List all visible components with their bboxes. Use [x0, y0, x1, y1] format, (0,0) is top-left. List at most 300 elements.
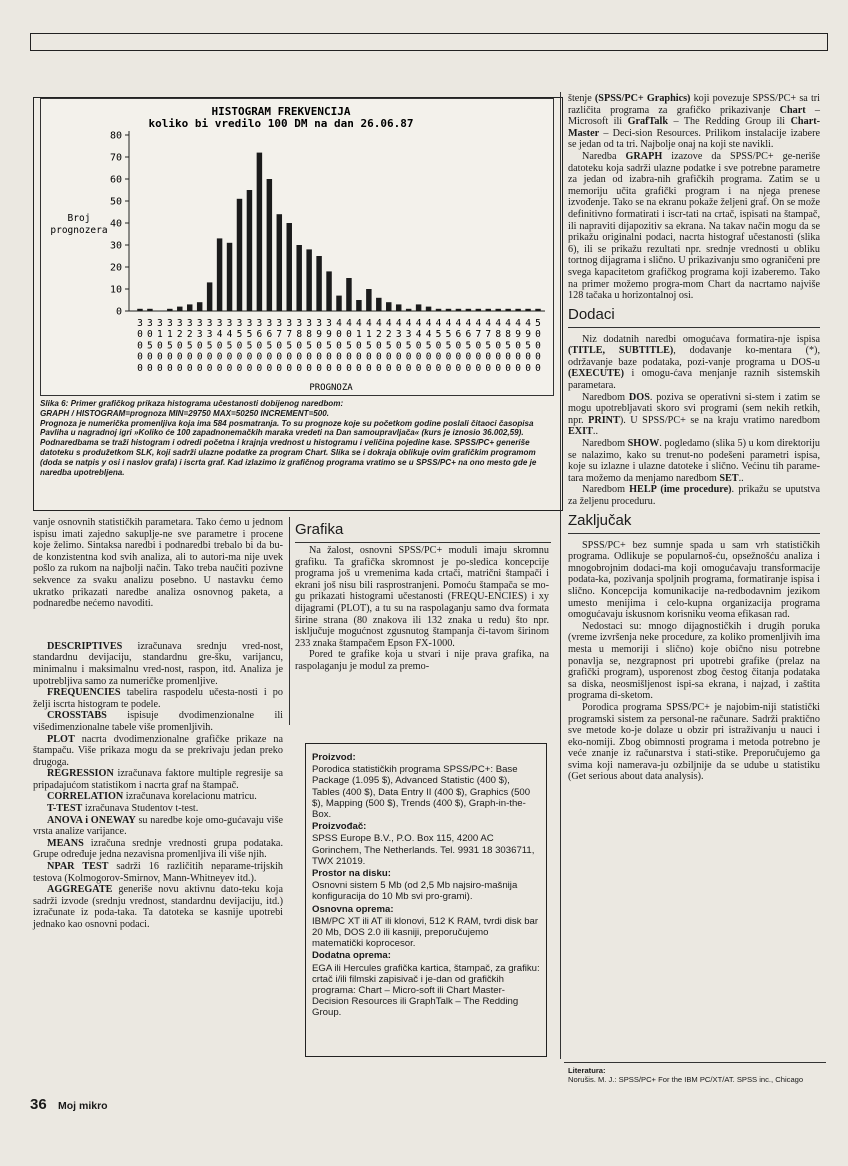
histogram-bar — [137, 309, 142, 311]
x-tick-digit: 0 — [296, 340, 303, 352]
x-tick-digit: 5 — [346, 340, 352, 352]
command-description: izračuna srednje vrednosti grupa podataka. Grupe određuje jedna nezavisna promenljiva ili više njih. — [33, 837, 283, 861]
y-tick-label: 50 — [109, 196, 122, 208]
x-tick-digit: 3 — [186, 318, 193, 329]
magazine-name: Moj mikro — [58, 1100, 108, 1112]
x-tick-digit: 0 — [515, 340, 521, 352]
info-text-extra-equipment: EGA ili Hercules grafička kartica, štampač, za grafiku: crtač i/ili filmski zapisivač i je-dan od grafičkih programa: Chart – Micro-soft ili Chart Master-Decision Resources ili GraphTalk – The Redding Group. — [312, 962, 540, 1019]
x-tick-digit: 0 — [316, 351, 322, 363]
x-tick-digit: 5 — [525, 340, 531, 352]
x-tick-digit: 1 — [365, 329, 372, 341]
command-entry — [33, 710, 283, 733]
x-tick-digit: 4 — [525, 318, 531, 329]
x-tick-digit: 0 — [176, 340, 183, 352]
x-tick-label — [456, 318, 462, 374]
caption-body: Prognoza je numerička promenljiva koja ima 584 posmatranja. To su prognoze koje su početkom godine poslali čitaoci časopisa Pavliha u nagradnoj igri »Koliko će 100 zapadnonemačkih maraka vredeti na Dan samoupravljača« (kurs je iznosio 36.002,59). Podnaredbama se traži histogram i odredi početna i krajnja vrednost u histogramu i veličina pojedine kase. SPSS/PC+ generiše datoteku s produžetkom SLK, koji sadrži ulazne podatke za program Chart. Slika se i dokraja oblikuje ovim grafičkim programom (doda se natpis y osi i naslov grafa) i iscrta graf. Kad izlazimo iz grafičnog programa vratimo se u SPSS/PC+ na ono mesto gde je naredba upotrebljena. — [40, 418, 537, 477]
x-tick-digit: 3 — [316, 318, 322, 329]
x-tick-label — [475, 318, 481, 374]
x-tick-digit: 3 — [306, 318, 313, 329]
x-tick-label — [237, 318, 243, 374]
text-run-bold: HELP (ime procedure) — [629, 484, 732, 496]
x-tick-digit: 0 — [435, 351, 442, 363]
text-run-bold: SET — [719, 472, 739, 484]
histogram-bar — [406, 309, 411, 311]
y-tick-label: 40 — [109, 218, 122, 230]
chart-title: HISTOGRAM FREKVENCIJA — [211, 105, 351, 118]
x-tick-digit: 0 — [365, 362, 372, 374]
x-tick-digit: 3 — [226, 318, 233, 329]
x-tick-digit: 0 — [296, 351, 303, 363]
x-tick-digit: 4 — [216, 329, 223, 341]
histogram-bar — [476, 309, 481, 311]
command-keyword: PLOT — [47, 733, 75, 745]
x-tick-digit: 0 — [515, 362, 521, 374]
histogram-bar — [535, 309, 540, 311]
x-tick-digit: 5 — [246, 340, 253, 352]
x-tick-digit: 5 — [465, 340, 472, 352]
x-tick-digit: 4 — [465, 318, 472, 329]
x-tick-digit: 0 — [137, 351, 143, 363]
bars — [137, 153, 541, 311]
section-heading-zakljucak: Zaključak — [568, 510, 820, 534]
x-tick-label — [227, 318, 233, 374]
header-rule — [30, 33, 828, 51]
x-tick-digit: 8 — [495, 329, 502, 341]
x-tick-digit: 0 — [395, 351, 402, 363]
x-tick-digit: 0 — [147, 351, 153, 363]
x-tick-digit: 3 — [395, 329, 402, 341]
histogram-bar — [257, 153, 262, 311]
histogram-bar — [326, 271, 331, 311]
x-tick-digit: 3 — [147, 318, 153, 329]
command-keyword: ANOVA i ONEWAY — [47, 814, 136, 826]
x-tick-digit: 0 — [226, 351, 233, 363]
command-description: izračunava faktore multiple regresije sa pripadajućom statistikom i nacrta graf na štampač. — [33, 768, 283, 791]
x-tick-digit: 0 — [276, 340, 283, 352]
x-tick-digit: 5 — [236, 329, 243, 341]
x-tick-digit: 0 — [415, 351, 422, 363]
x-tick-digit: 0 — [455, 362, 462, 374]
x-tick-digit: 0 — [236, 340, 243, 352]
x-tick-digit: 0 — [475, 340, 482, 352]
text-run: ). U SPSS/PC+ se na kraju vratimo naredbom — [619, 414, 820, 426]
text-run: Naredbom — [582, 484, 630, 496]
histogram-bar — [207, 282, 212, 311]
command-description: generiše novu aktivnu dato-teku koja sadrži izvode (srednju vrednost, standardnu devijaciju, itd.) izračunate iz poda-taka. Ta datoteka se kasnije upotrebi jednako kao osnovni podaci. — [33, 884, 283, 930]
text-run: . prikažu se uputstva za željenu proceduru. — [568, 484, 820, 507]
x-tick-digit: 0 — [306, 351, 313, 363]
x-tick-digit: 4 — [356, 318, 362, 329]
x-tick-digit: 5 — [206, 340, 213, 352]
x-tick-digit: 3 — [196, 329, 203, 341]
x-tick-digit: 4 — [515, 318, 521, 329]
x-tick-digit: 0 — [445, 362, 452, 374]
histogram-bar — [456, 309, 461, 311]
x-tick-digit: 0 — [415, 340, 422, 352]
histogram-bar — [386, 302, 391, 311]
x-tick-digit: 5 — [246, 329, 253, 341]
text-run: , dodavanje ko-mentara (*), održavanje baze podataka, pozi-vanje programa u DOS-u — [568, 345, 820, 368]
text-run: . poziva se operativni si-stem i zatim se mogu upotrebljavati skoro svi programi (sem nekih retkih, npr. — [568, 391, 820, 426]
command-keyword: AGGREGATE — [47, 884, 113, 896]
x-tick-digit: 0 — [316, 362, 322, 374]
info-text-product: Porodica statističkih programa SPSS/PC+: Base Package (1.095 $), Advanced Statistic (400 $), Tables (400 $), Data Entry II (400 $), Graphics (500 $), Mapping (500 $), Trends (400 $), Graph-in-the-Box. — [312, 764, 531, 821]
x-tick-digit: 0 — [196, 362, 203, 374]
x-tick-digit: 4 — [415, 329, 422, 341]
x-tick-digit: 0 — [286, 351, 293, 363]
x-tick-label — [207, 318, 213, 374]
x-tick-digit: 4 — [385, 318, 392, 329]
x-tick-label — [257, 318, 263, 374]
x-tick-digit: 4 — [365, 318, 372, 329]
x-tick-digit: 5 — [435, 329, 442, 341]
histogram-bar — [187, 304, 192, 311]
x-tick-digit: 5 — [505, 340, 512, 352]
x-tick-digit: 0 — [365, 351, 372, 363]
x-tick-digit: 4 — [415, 318, 422, 329]
text-run: izazove da SPSS/PC+ ge-neriše datoteku koja sadrži ulazne podatke i sve potrebne parametre za jedan od izabra-nih grafičkih programa. Zatim se u memoriju učita grafički program i na njega prenese izvođenje. Tako se na ekranu pokaže željeni graf. On se može definitivno formatirati i iscr-tati na crtač, ispisati na štampač, ili napraviti dijapozitiv sa ekrana. Na takav način mogu da se prikažu originalni podaci, nacrta histograf učestanosti (slika 6), ili se prikažu rezultati npr. srednje vrednosti u obliku tortnog dijagrama i slično. U prikazivanju smo ograničeni pre svega kapacitetom grafičkog programa koji izaberemo. Tako na primer možemo progra-mom Chart da nacrtamo najviše 128 tačaka u horizontalnoj osi. — [568, 150, 820, 302]
x-tick-label — [326, 318, 332, 374]
x-tick-digit: 3 — [296, 318, 303, 329]
x-tick-label — [416, 318, 422, 374]
text-run: Naredbom — [582, 438, 628, 450]
right-column — [568, 93, 820, 783]
x-tick-digit: 0 — [475, 362, 482, 374]
command-description: izračunava korelacionu matricu. — [123, 791, 257, 803]
literature-rule — [564, 1062, 826, 1063]
x-tick-digit: 0 — [137, 340, 143, 352]
text-run: štenje — [568, 93, 595, 104]
x-tick-label — [426, 318, 432, 374]
x-tick-digit: 0 — [286, 362, 293, 374]
y-tick-label: 20 — [109, 262, 122, 274]
x-tick-digit: 0 — [336, 362, 342, 374]
x-tick-label — [137, 318, 143, 374]
x-tick-label — [177, 318, 183, 374]
dodaci-paragraph-show — [568, 438, 820, 484]
text-run: – The Redding Group ili — [668, 116, 791, 128]
text-run: – Microsoft ili — [568, 104, 821, 128]
x-tick-digit: 0 — [296, 362, 303, 374]
x-tick-digit: 5 — [186, 340, 193, 352]
x-tick-digit: 0 — [475, 351, 482, 363]
x-tick-label — [436, 318, 442, 374]
x-tick-digit: 0 — [356, 340, 362, 352]
x-tick-digit: 0 — [166, 351, 173, 363]
info-label-extra-equipment: Dodatna oprema: — [312, 950, 391, 962]
text-run: – Deci-sion Resources. Prilikom instalacije izabere se jedan od ta tri. Najbolje onaj na koji ste navikli. — [568, 127, 820, 151]
x-tick-digit: 0 — [535, 329, 541, 341]
command-entry — [33, 838, 283, 861]
x-tick-label — [465, 318, 471, 374]
text-run: Naredbom — [582, 391, 629, 403]
x-tick-digit: 9 — [525, 329, 531, 341]
x-tick-digit: 0 — [266, 351, 273, 363]
x-tick-digit: 0 — [336, 340, 342, 352]
text-run-bold: GrafTalk — [627, 116, 668, 128]
x-tick-digit: 4 — [346, 318, 352, 329]
zakljucak-paragraph-3: Porodica programa SPSS/PC+ je najobim-niji statistički programski sistem za personal-ne računare. Sadrži praktično sve metode ko-je dolaze u obzir pri istraživanju u nauci i eko-nomiji. Zbog obimnosti programa i metoda potrebno je veće znanje iz računarstva i stati-stike. Preporučujemo ga svima koji namerava-ju ozbiljnije da se udube u statistiku (Get serious about data analysis). — [568, 701, 820, 783]
histogram-bar — [336, 296, 341, 311]
command-keyword: CORRELATION — [47, 791, 124, 803]
x-tick-label — [515, 318, 521, 374]
column-divider-mid — [289, 517, 290, 725]
x-tick-digit: 0 — [276, 362, 283, 374]
x-tick-digit: 2 — [176, 329, 183, 341]
x-tick-digit: 3 — [176, 318, 183, 329]
command-keyword: CROSSTABS — [47, 710, 107, 722]
x-tick-digit: 0 — [176, 351, 183, 363]
x-tick-digit: 0 — [147, 362, 153, 374]
x-tick-digit: 0 — [375, 362, 382, 374]
x-tick-digit: 3 — [157, 318, 163, 329]
x-tick-digit: 5 — [445, 340, 452, 352]
x-tick-digit: 9 — [515, 329, 521, 341]
histogram-bar — [396, 304, 401, 311]
x-tick-digit: 4 — [505, 318, 512, 329]
command-keyword: NPAR TEST — [47, 861, 109, 873]
x-tick-label — [316, 318, 322, 374]
x-tick-digit: 0 — [346, 329, 352, 341]
y-tick-label: 10 — [109, 284, 122, 296]
x-tick-label — [396, 318, 402, 374]
text-run: Naredba — [582, 150, 626, 162]
text-run-bold: (TITLE, SUBTITLE) — [568, 345, 674, 357]
page-number: 36 — [30, 1096, 47, 1113]
x-tick-digit: 6 — [266, 329, 273, 341]
x-tick-digit: 0 — [485, 362, 492, 374]
x-tick-digit: 4 — [375, 318, 382, 329]
x-tick-digit: 0 — [266, 362, 273, 374]
x-tick-digit: 4 — [455, 318, 462, 329]
info-text-manufacturer: SPSS Europe B.V., P.O. Box 115, 4200 AC Gorinchem, The Netherlands. Tel. 9931 18 3036711, TWX 21019. — [312, 833, 535, 867]
y-tick-label: 70 — [109, 152, 122, 164]
y-tick-label: 60 — [109, 174, 122, 186]
x-tick-digit: 0 — [276, 351, 283, 363]
x-tick-label — [366, 318, 372, 374]
x-tick-digit: 0 — [256, 362, 263, 374]
x-tick-digit: 0 — [385, 351, 392, 363]
info-text-disk-space: Osnovni sistem 5 Mb (od 2,5 Mb najsiro-mašnija konfiguracija do 10 Mb svi pro-grami). — [312, 880, 518, 903]
text-run-bold: Chart — [779, 104, 806, 116]
x-tick-digit: 0 — [415, 362, 422, 374]
x-tick-digit: 1 — [356, 329, 362, 341]
x-tick-label — [167, 318, 173, 374]
x-tick-digit: 5 — [365, 340, 372, 352]
command-description: izračunava Studentov t-test. — [82, 803, 199, 815]
x-tick-digit: 0 — [306, 362, 313, 374]
text-run-bold: (SPSS/PC+ Graphics) — [594, 93, 691, 104]
histogram-bar — [296, 245, 301, 311]
histogram-svg — [41, 99, 553, 395]
grafika-paragraph-2: Pored te grafike koja u stvari i nije prava grafika, na raspolaganju je modul za premo- — [295, 649, 549, 672]
x-tick-digit: 3 — [206, 329, 213, 341]
x-tick-digit: 3 — [236, 318, 243, 329]
info-label-base-equipment: Osnovna oprema: — [312, 903, 394, 915]
text-run-bold: GRAPH — [625, 150, 663, 162]
x-tick-digit: 0 — [445, 351, 452, 363]
graphics-paragraph — [568, 93, 820, 151]
x-tick-digit: 0 — [535, 362, 541, 374]
histogram-bar — [247, 190, 252, 311]
x-tick-digit: 0 — [485, 351, 492, 363]
info-label-manufacturer: Proizvođač: — [312, 821, 367, 833]
text-run: .. — [738, 472, 744, 484]
histogram-bar — [316, 256, 321, 311]
text-run-bold: (EXECUTE) — [568, 368, 625, 380]
command-entry — [33, 815, 283, 838]
x-tick-label — [356, 318, 362, 374]
x-tick-digit: 4 — [425, 318, 432, 329]
x-tick-digit: 0 — [395, 340, 402, 352]
x-tick-digit: 3 — [206, 318, 213, 329]
x-tick-digit: 4 — [445, 318, 452, 329]
histogram-bar — [306, 249, 311, 311]
text-run: i omogu-ćava menjanje raznih sistemskih parametara. — [568, 368, 820, 392]
text-run-bold: DOS — [628, 391, 650, 403]
x-tick-digit: 0 — [147, 329, 153, 341]
caption-line1: Slika 6: Primer grafičkog prikaza histograma učestanosti dobijenog naredbom: — [40, 399, 344, 408]
x-tick-digit: 3 — [326, 318, 332, 329]
x-tick-digit: 8 — [505, 329, 512, 341]
x-tick-digit: 3 — [276, 318, 283, 329]
x-tick-digit: 0 — [236, 351, 243, 363]
grafika-paragraph-1: Na žalost, osnovni SPSS/PC+ moduli imaju skromnu grafiku. Ta grafička skromnost je po-sledica koncepcije programa još u vremenima kada crtači, matrični štampači i ekrani još nisu bili rasprostranjeni. Pomoću štampača se mo-gu prikazati histogrami učestanosti (FREQU-ENCIES) i xy dijagrami (PLOT), a tu su na raspolaganju samo dva formata širine strana (80 znakova ili 132 znaka u redu) što npr. isključuje mogućnost zgusnutog štampanja či-tavom širinom 233 znaka štampačem Epson FX-1000. — [295, 545, 549, 649]
command-description: su naredbe koje omo-gućavaju više vrsta analize varijance. — [33, 814, 283, 838]
histogram-bar — [416, 304, 421, 311]
x-tick-digit: 0 — [186, 362, 193, 374]
command-entry — [33, 768, 283, 791]
x-tick-digit: 3 — [256, 318, 263, 329]
x-tick-label — [286, 318, 292, 374]
histogram-chart — [40, 98, 554, 396]
x-tick-digit: 0 — [157, 351, 163, 363]
x-tick-digit: 3 — [137, 318, 143, 329]
x-tick-label — [505, 318, 511, 374]
x-tick-digit: 0 — [336, 329, 342, 341]
x-tick-label — [346, 318, 352, 374]
x-tick-label — [266, 318, 272, 374]
x-tick-digit: 0 — [157, 362, 163, 374]
x-tick-digit: 5 — [147, 340, 153, 352]
histogram-bar — [227, 243, 232, 311]
text-run: Niz dodatnih naredbi omogućava formatira-nje ispisa — [582, 333, 820, 345]
x-tick-digit: 0 — [435, 362, 442, 374]
middle-column — [295, 545, 549, 673]
histogram-bar — [495, 309, 500, 311]
histogram-bar — [426, 307, 431, 311]
x-tick-digit: 8 — [306, 329, 313, 341]
histogram-bar — [267, 179, 272, 311]
x-tick-digit: 4 — [226, 329, 233, 341]
x-tick-label — [187, 318, 193, 374]
command-entry — [33, 884, 283, 930]
command-entry — [33, 791, 283, 803]
x-tick-label — [535, 318, 541, 374]
y-tick-label: 0 — [115, 306, 122, 318]
x-tick-label — [406, 318, 412, 374]
dodaci-paragraph-help — [568, 484, 820, 507]
product-info-box — [305, 743, 547, 1057]
command-keyword: T-TEST — [47, 803, 83, 815]
x-tick-label — [296, 318, 302, 374]
literature-heading: Literatura: — [568, 1066, 606, 1075]
x-tick-digit: 5 — [385, 340, 392, 352]
x-tick-label — [276, 318, 282, 374]
x-tick-digit: 0 — [196, 351, 203, 363]
command-description: nacrta dvodimenzionalne grafičke prikaze na štampaču. Više prikaza mogu da se prekrivaju jedan preko drugoga. — [33, 733, 283, 768]
x-tick-digit: 0 — [455, 351, 462, 363]
histogram-bar — [515, 309, 520, 311]
histogram-bar — [177, 307, 182, 311]
x-tick-digit: 0 — [157, 340, 163, 352]
x-tick-digit: 0 — [515, 351, 521, 363]
histogram-bar — [436, 309, 441, 311]
command-keyword: FREQUENCIES — [47, 687, 121, 699]
y-axis-label-line1: Broj — [67, 213, 91, 224]
x-tick-digit: 0 — [246, 351, 253, 363]
x-tick-digit: 4 — [495, 318, 502, 329]
x-tick-digit: 0 — [176, 362, 183, 374]
command-description: tabelira raspodelu učesta-nosti i po želji iscrta histogram te podele. — [33, 687, 283, 710]
x-tick-digit: 3 — [266, 318, 273, 329]
x-tick-digit: 0 — [505, 351, 512, 363]
x-tick-digit: 0 — [435, 340, 442, 352]
info-label-disk-space: Prostor na disku: — [312, 868, 391, 880]
histogram-bar — [356, 300, 361, 311]
x-tick-digit: 7 — [286, 329, 293, 341]
x-tick-digit: 0 — [206, 351, 213, 363]
x-tick-digit: 0 — [256, 351, 263, 363]
histogram-bar — [147, 309, 152, 311]
x-tick-digit: 9 — [316, 329, 322, 341]
figure-caption — [40, 399, 552, 477]
literature-block — [568, 1066, 824, 1084]
histogram-bar — [346, 278, 351, 311]
info-text-base-equipment: IBM/PC XT ili AT ili klonovi, 512 K RAM, tvrdi disk bar 20 Mb, DOS 2.0 ili kasniji, preporučujemo matematički koprocesor. — [312, 915, 539, 950]
x-tick-digit: 0 — [375, 340, 382, 352]
x-tick-digit: 0 — [465, 351, 472, 363]
x-tick-digit: 0 — [495, 351, 502, 363]
x-tick-digit: 6 — [455, 329, 462, 341]
dodaci-paragraph-dos — [568, 392, 820, 438]
x-tick-digit: 0 — [375, 351, 382, 363]
x-tick-digit: 0 — [216, 351, 223, 363]
x-tick-digit: 0 — [346, 351, 352, 363]
x-tick-digit: 2 — [385, 329, 392, 341]
histogram-bar — [446, 309, 451, 311]
section-heading-dodaci: Dodaci — [568, 304, 820, 328]
x-tick-digit: 0 — [535, 340, 541, 352]
x-tick-digit: 0 — [226, 362, 233, 374]
x-tick-label — [247, 318, 253, 374]
x-tick-label — [525, 318, 531, 374]
histogram-bar — [366, 289, 371, 311]
zakljucak-paragraph-1: SPSS/PC+ bez sumnje spada u sam vrh statističkih programa. Odlikuje se popularnoš-ću, opsežnošću analiza i mnogobrojnim dodaci-ma koji omogućavaju transformacije podata-ka, pozivanja spoljnih programa, formatiranje ispisa i slično. Koncepcija komunikacije na-redbodavnim jezikom umesto menijima i celo-kupna organizacija programa omogućavaju iskusnom korisniku veoma efikasan rad. — [568, 539, 820, 621]
x-tick-digit: 4 — [425, 329, 432, 341]
x-tick-label — [157, 318, 163, 374]
x-tick-digit: 0 — [137, 329, 143, 341]
x-tick-digit: 5 — [286, 340, 293, 352]
command-description: izračunava srednju vred-nost, standardnu devijaciju, standardnu gre-šku, varijancu, minimalnu i maksimalnu vred-nost, raspon, itd. Analiza je upotrebljiva samo za numeričke promenljive. — [33, 640, 283, 687]
x-tick-digit: 3 — [246, 318, 253, 329]
histogram-bar — [466, 309, 471, 311]
histogram-bar — [197, 302, 202, 311]
command-entry — [33, 641, 283, 687]
command-list — [33, 641, 283, 931]
command-entry — [33, 734, 283, 769]
text-run: .. — [592, 426, 599, 438]
